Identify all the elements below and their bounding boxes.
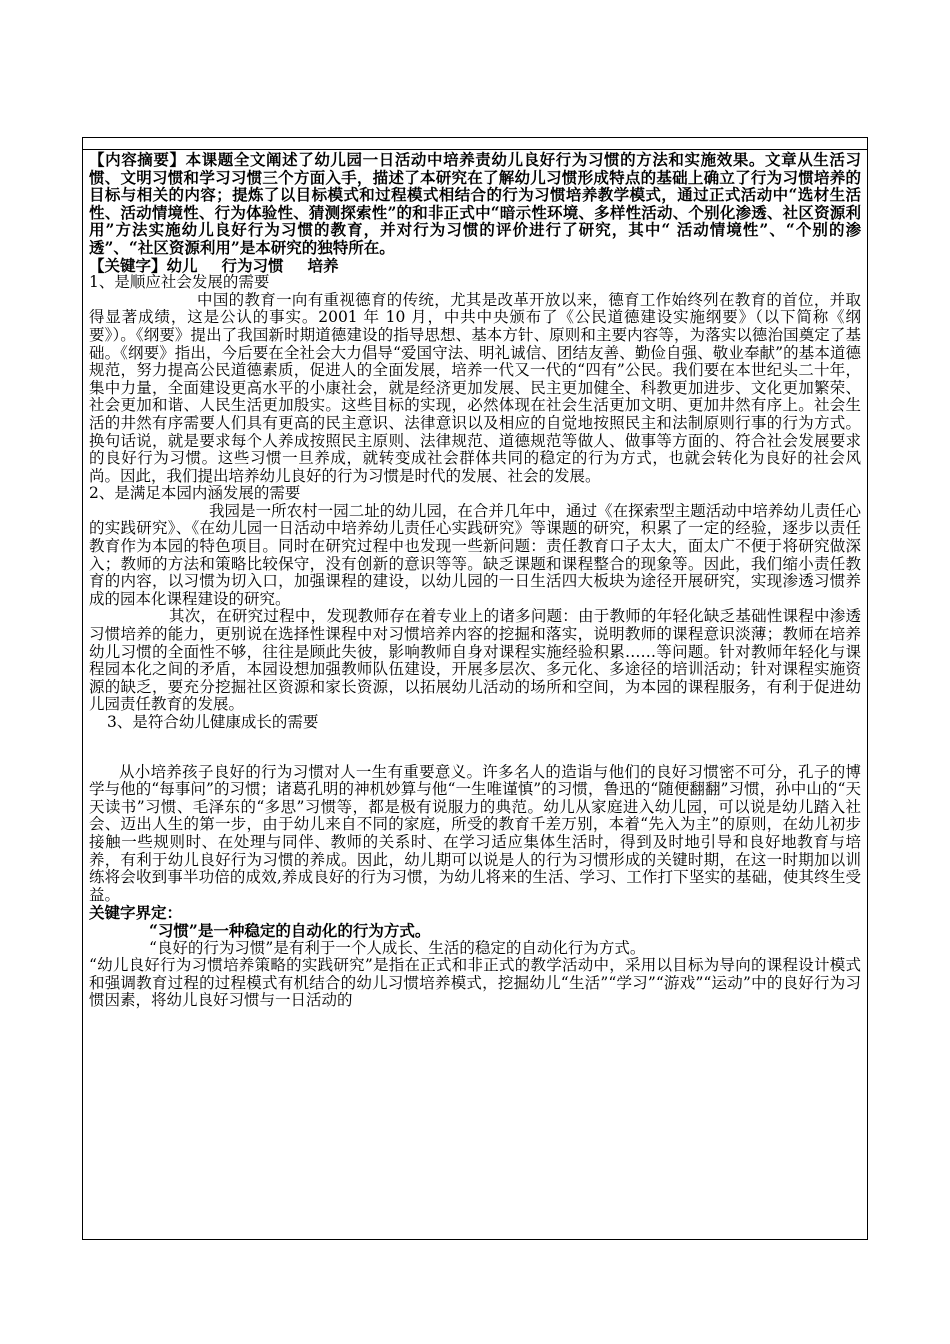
section-2-paragraph-1: 我园是一所农村一园二址的幼儿园，在合并几年中，通过《在探索型主题活动中培养幼儿责任心的实践研究》、《在幼儿园一日活动中培养幼儿责任心实践研究》等课题的研究，积累了一定的经验，逐步以责任教育作为本园的特色项目。同时在研究过程中也发现一些新问题：责任教育口子太大，面太广不便于将研究做深入；教师的方法和策略比较保守，没有创新的意识等等。缺乏课题和课程整合的现象等。因此，我们缩小责任教育的内容，以习惯为切入口，加强课程的建设，以幼儿园的一日生活四大板块为途径开展研究，实现渗透习惯养成的园本化课程建设的研究。 [89,501,861,608]
definition-heading: 关键字界定： [89,903,183,923]
content-table-cell [82,137,868,1240]
blank-space [89,732,861,764]
keywords-line [89,257,861,275]
abstract-paragraph: 【内容摘要】本课题全文阐述了幼儿园一日活动中培养责幼儿良好行为习惯的方法和实施效果。文章从生活习惯、文明习惯和学习习惯三个方面入手，描述了本研究在了解幼儿习惯形成特点的基础上确立了行为习惯培养的目标与相关的内容；提炼了以目标模式和过程模式相结合的行为习惯培养教学模式，通过正式活动中“选材生活性、活动情境性、行为体验性、猜测探索性”的和非正式中“暗示性环境、多样性活动、个别化渗透、社区资源利用”方法实施幼儿良好行为习惯的教育，并对行为习惯的评价进行了研究，其中“ 活动情境性”、“个别的渗透”、“社区资源利用”是本研究的独特所在。 [89,150,861,257]
definition-research: “幼儿良好行为习惯培养策略的实践研究”是指在正式和非正式的教学活动中，采用以目标为导向的课程设计模式和强调教育过程的过程模式有机结合的幼儿习惯培养模式，挖掘幼儿“生活”“学习”“游戏”“运动”中的良好行为习惯因素，将幼儿良好习惯与一日活动的 [89,956,861,1010]
keyword-3: 培养 [307,255,339,275]
keyword-1: 幼儿 [166,255,198,275]
section-2-heading: 2、是满足本园内涵发展的需要 [89,484,301,503]
definition-good-habit: “良好的行为习惯”是有利于一个人成长、生活的稳定的自动化行为方式。 [149,938,646,957]
section-3-heading: 3、是符合幼儿健康成长的需要 [107,713,319,731]
section-2-paragraph-2: 其次，在研究过程中，发现教师存在着专业上的诸多问题：由于教师的年轻化缺乏基础性课程中渗透习惯培养的能力，更别说在选择性课程中对习惯培养内容的挖掘和落实，说明教师的课程意识淡薄；教师在培养幼儿习惯的全面性不够，往往是顾此失彼，影响教师自身对课程实施经验积累……等问题。针对教师年轻化与课程园本化之间的矛盾，本园设想加强教师队伍建设，开展多层次、多元化、多途径的培训活动；针对课程实施资源的缺乏，要充分挖掘社区资源和家长资源，以拓展幼儿活动的场所和空间，为本园的课程服务，有利于促进幼儿园责任教育的发展。 [89,607,861,714]
section-1-heading: 1、是顺应社会发展的需要 [89,273,270,292]
section-3-paragraph: 从小培养孩子良好的行为习惯对人一生有重要意义。许多名人的造诣与他们的良好习惯密不可分，孔子的博学与他的“每事问”的习惯；诸葛孔明的神机妙算与他“一生唯谨慎”的习惯，鲁迅的“随便翻翻”习惯，孙中山的“天天读书”习惯、毛泽东的“多思”习惯等，都是极有说服力的典范。幼儿从家庭进入幼儿园，可以说是幼儿踏入社会、迈出人生的第一步，由于幼儿来自不同的家庭，所受的教育千差万别，本着“先入为主”的原则，在幼儿初步接触一些规则时、在处理与同伴、教师的关系时、在学习适应集体生活时，得到及时地引导和良好地教育与培养，有利于幼儿良好行为习惯的养成。因此，幼儿期可以说是人的行为习惯形成的关键时期，在这一时期加以训练将会收到事半功倍的成效,养成良好的行为习惯，为幼儿将来的生活、学习、工作打下坚实的基础，使其终生受益。 [89,762,861,904]
keyword-2: 行为习惯 [221,255,284,275]
document-body [89,151,861,1010]
keywords-label: 【关键字】 [89,255,167,275]
section-1-paragraph: 中国的教育一向有重视德育的传统，尤其是改革开放以来，德育工作始终列在教育的首位，并取得显著成绩，这是公认的事实。2001 年 10 月，中共中央颁布了《公民道德建设实施纲要》（以下简称《纲要》）。《纲要》提出了我国新时期道德建设的指导思想、基本方针、原则和主要内容等，为落实以德治国奠定了基础。《纲要》指出，今后要在全社会大力倡导“爱国守法、明礼诚信、团结友善、勤俭自强、敬业奉献”的基本道德规范，努力提高公民道德素质，促进人的全面发展，培养一代又一代的“四有”公民。我们要在本世纪头二十年，集中力量，全面建设更高水平的小康社会，就是经济更加发展、民主更加健全、科教更加进步、文化更加繁荣、社会更加和谐、人民生活更加殷实。这些目标的实现，必然体现在社会生活更加文明、更加井然有序上。社会生活的井然有序需要人们具有更高的民主意识、法律意识以及相应的自觉地按照民主和法制原则行事的行为方式。换句话说，就是要求每个人养成按照民主原则、法律规范、道德规范等做人、做事等方面的、符合社会发展要求的良好行为习惯。这些习惯一旦养成，就转变成社会群体共同的稳定的行为方式，也就会转化为良好的社会风尚。因此，我们提出培养幼儿良好的行为习惯是时代的发展、社会的发展。 [89,290,861,485]
definition-habit: “习惯”是一种稳定的自动化的行为方式。 [149,920,431,940]
